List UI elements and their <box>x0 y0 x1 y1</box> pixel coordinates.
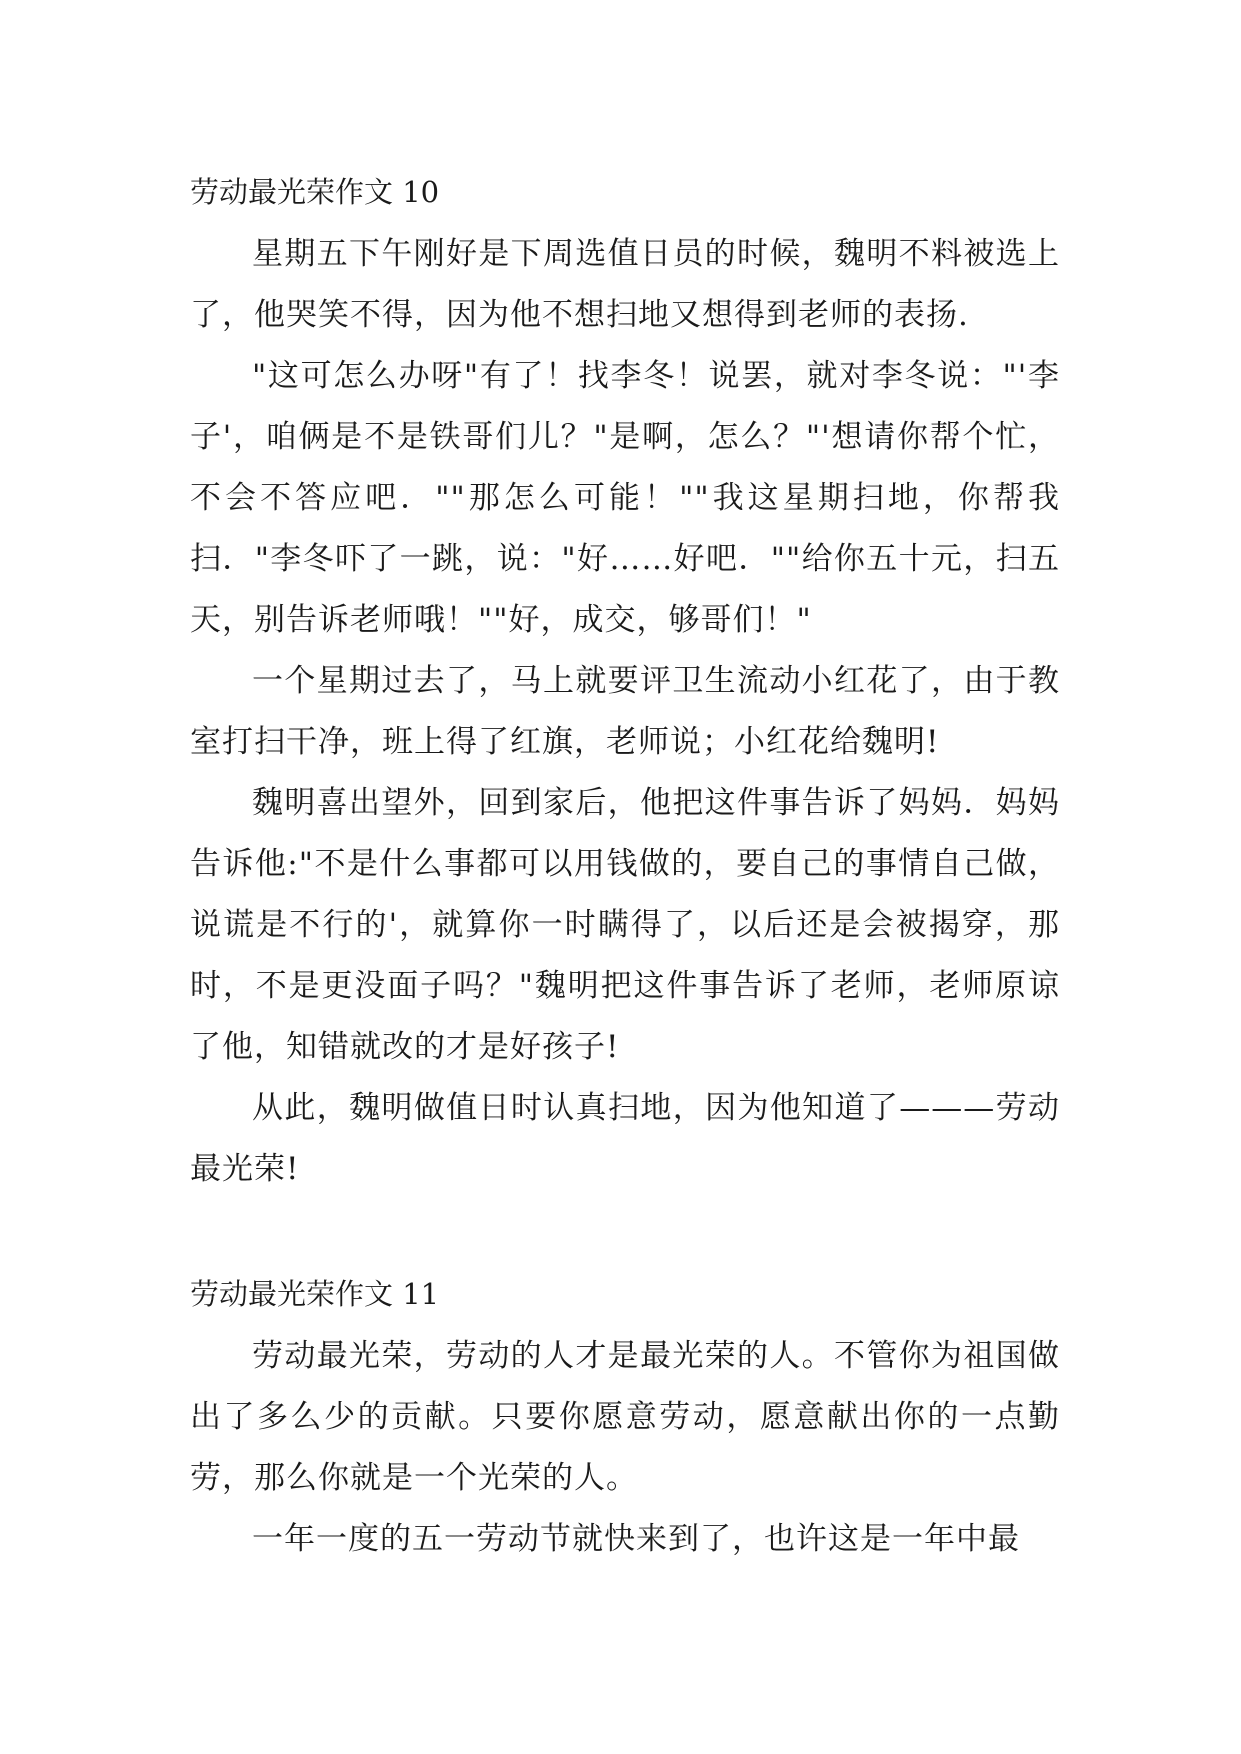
document-page <box>190 160 1060 1570</box>
paragraph: 魏明喜出望外，回到家后，他把这件事告诉了妈妈．妈妈告诉他:"不是什么事都可以用钱做的，要自己的事情自己做，说谎是不行的'，就算你一时瞒得了，以后还是会被揭穿，那时，不是更没面子吗？"魏明把这件事告诉了老师，老师原谅了他，知错就改的才是好孩子! <box>190 785 1060 1065</box>
essay-title: 劳动最光荣作文 10 <box>190 175 440 209</box>
paragraph: 星期五下午刚好是下周选值日员的时候，魏明不料被选上了，他哭笑不得，因为他不想扫地又想得到老师的表扬. <box>190 236 1060 333</box>
paragraph: 一个星期过去了，马上就要评卫生流动小红花了，由于教室打扫干净，班上得了红旗，老师说；小红花给魏明! <box>190 663 1060 760</box>
paragraph: 一年一度的五一劳动节就快来到了，也许这是一年中最 <box>252 1521 1020 1557</box>
essay-title: 劳动最光荣作文 11 <box>190 1277 440 1311</box>
paragraph: "这可怎么办呀"有了！找李冬！说罢，就对李冬说："'李子'，咱俩是不是铁哥们儿？"是啊，怎么？"'想请你帮个忙，不会不答应吧．""那怎么可能！""我这星期扫地，你帮我扫．"李冬吓了一跳，说："好……好吧．""给你五十元，扫五天，别告诉老师哦！""好，成交，够哥们！" <box>190 358 1060 638</box>
essay-section-10 <box>190 160 1060 1200</box>
paragraph: 从此，魏明做值日时认真扫地，因为他知道了———劳动最光荣! <box>190 1090 1060 1187</box>
paragraph: 劳动最光荣，劳动的人才是最光荣的人。不管你为祖国做出了多么少的贡献。只要你愿意劳动，愿意献出你的一点勤劳，那么你就是一个光荣的人。 <box>190 1338 1060 1496</box>
essay-section-11 <box>190 1262 1060 1570</box>
